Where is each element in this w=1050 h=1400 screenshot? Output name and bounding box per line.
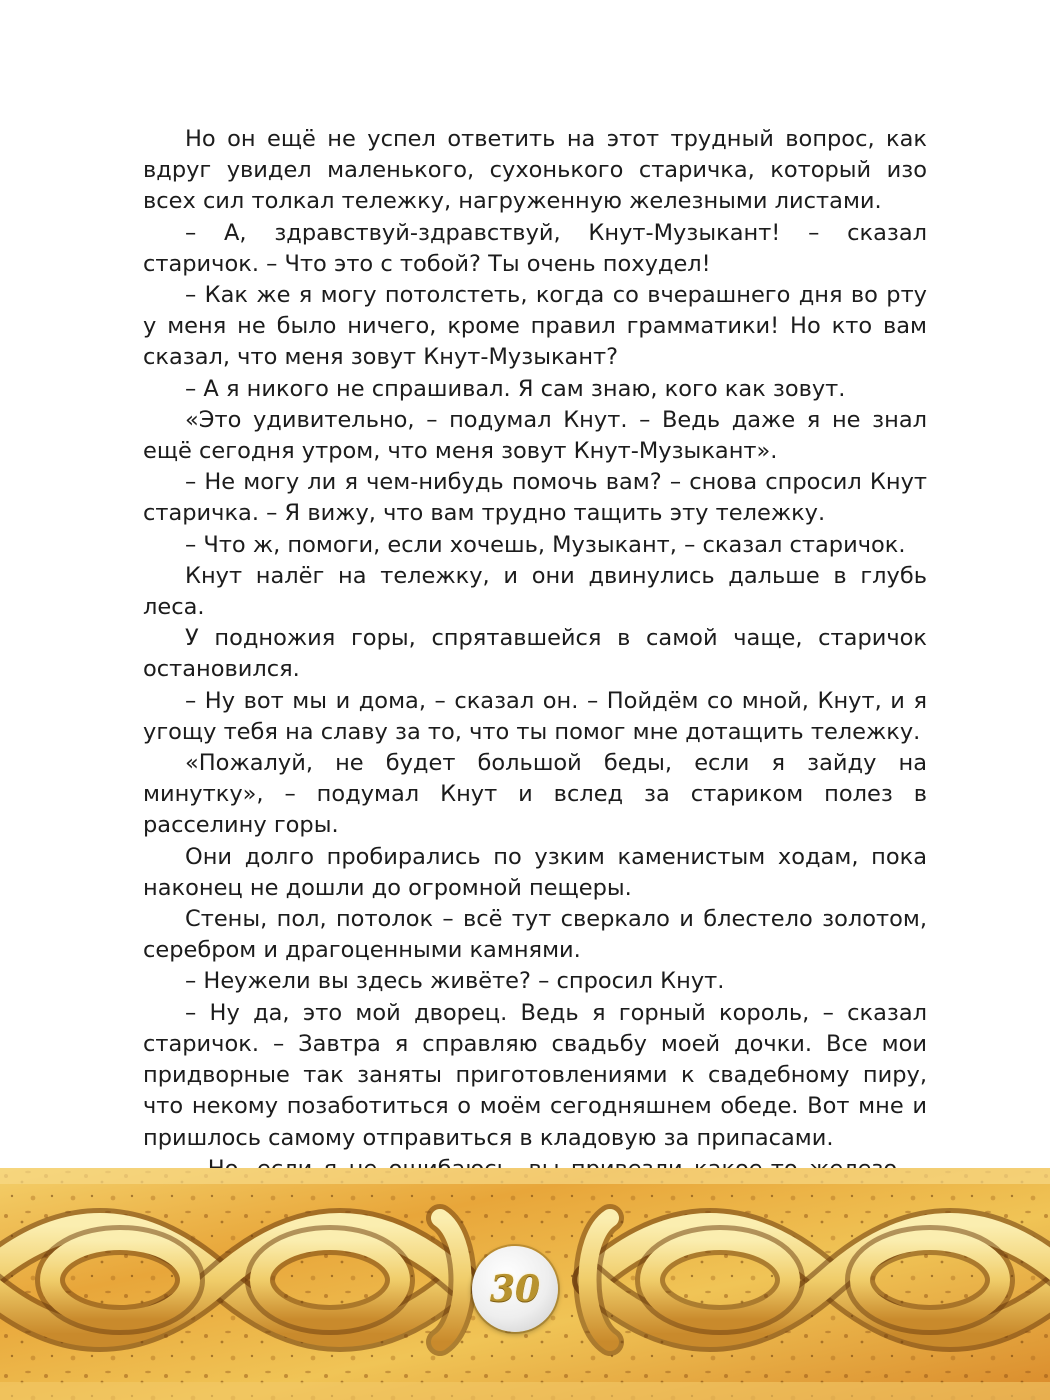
page-number-badge	[472, 1246, 558, 1332]
paragraph: – Ну да, это мой дворец. Ведь я горный король, – сказал старичок. – Завтра я справляю свадьбу моей дочки. Все мои придворные так заняты приготовлениями к свадебному пиру, что некому позаботиться о моём сегодняшнем обеде. Вот мне и пришлось самому отправиться в кладовую за припасами.	[143, 999, 927, 1151]
paragraph: Но он ещё не успел ответить на этот трудный вопрос, как вдруг увидел маленького, сухонького старичка, который изо всех сил толкал тележку, нагруженную железными листами.	[143, 126, 927, 215]
paragraph: – Что ж, помоги, если хочешь, Музыкант, – сказал старичок.	[185, 531, 906, 558]
paragraph: «Пожалуй, не будет большой беды, если я зайду на минутку», – подумал Кнут и вслед за стариком полез в расселину горы.	[143, 750, 927, 839]
paragraph: – Ну вот мы и дома, – сказал он. – Пойдём со мной, Кнут, и я угощу тебя на славу за то, что ты помог мне дотащить тележку.	[143, 687, 927, 745]
story-text	[143, 124, 927, 1216]
paragraph: – Не могу ли я чем-нибудь помочь вам? – снова спросил Кнут старичка. – Я вижу, что вам трудно тащить эту тележку.	[143, 469, 927, 527]
paragraph: «Это удивительно, – подумал Кнут. – Ведь даже я не знал ещё сегодня утром, что меня зовут Кнут-Музыкант».	[143, 406, 927, 465]
paragraph: Кнут налёг на тележку, и они двинулись дальше в глубь леса.	[143, 562, 927, 621]
paragraph: У подножия горы, спрятавшейся в самой чаще, старичок остановился.	[143, 625, 927, 683]
page-number: 30	[489, 1268, 541, 1310]
paragraph: Они долго пробирались по узким каменистым ходам, пока наконец не дошли до огромной пещеры.	[143, 843, 927, 901]
paragraph: – Как же я могу потолстеть, когда со вчерашнего дня во рту у меня не было ничего, кроме правил грамматики! Но кто вам сказал, что меня зовут Кнут-Музыкант?	[143, 282, 927, 371]
paragraph: – А, здравствуй-здравствуй, Кнут-Музыкант! – сказал старичок. – Что это с тобой? Ты очень похудел!	[143, 219, 927, 277]
paragraph: – Неужели вы здесь живёте? – спросил Кнут.	[185, 968, 725, 995]
paragraph: Стены, пол, потолок – всё тут сверкало и блестело золотом, серебром и драгоценными камнями.	[143, 906, 927, 964]
paragraph: – А я никого не спрашивал. Я сам знаю, кого как зовут.	[185, 375, 846, 402]
